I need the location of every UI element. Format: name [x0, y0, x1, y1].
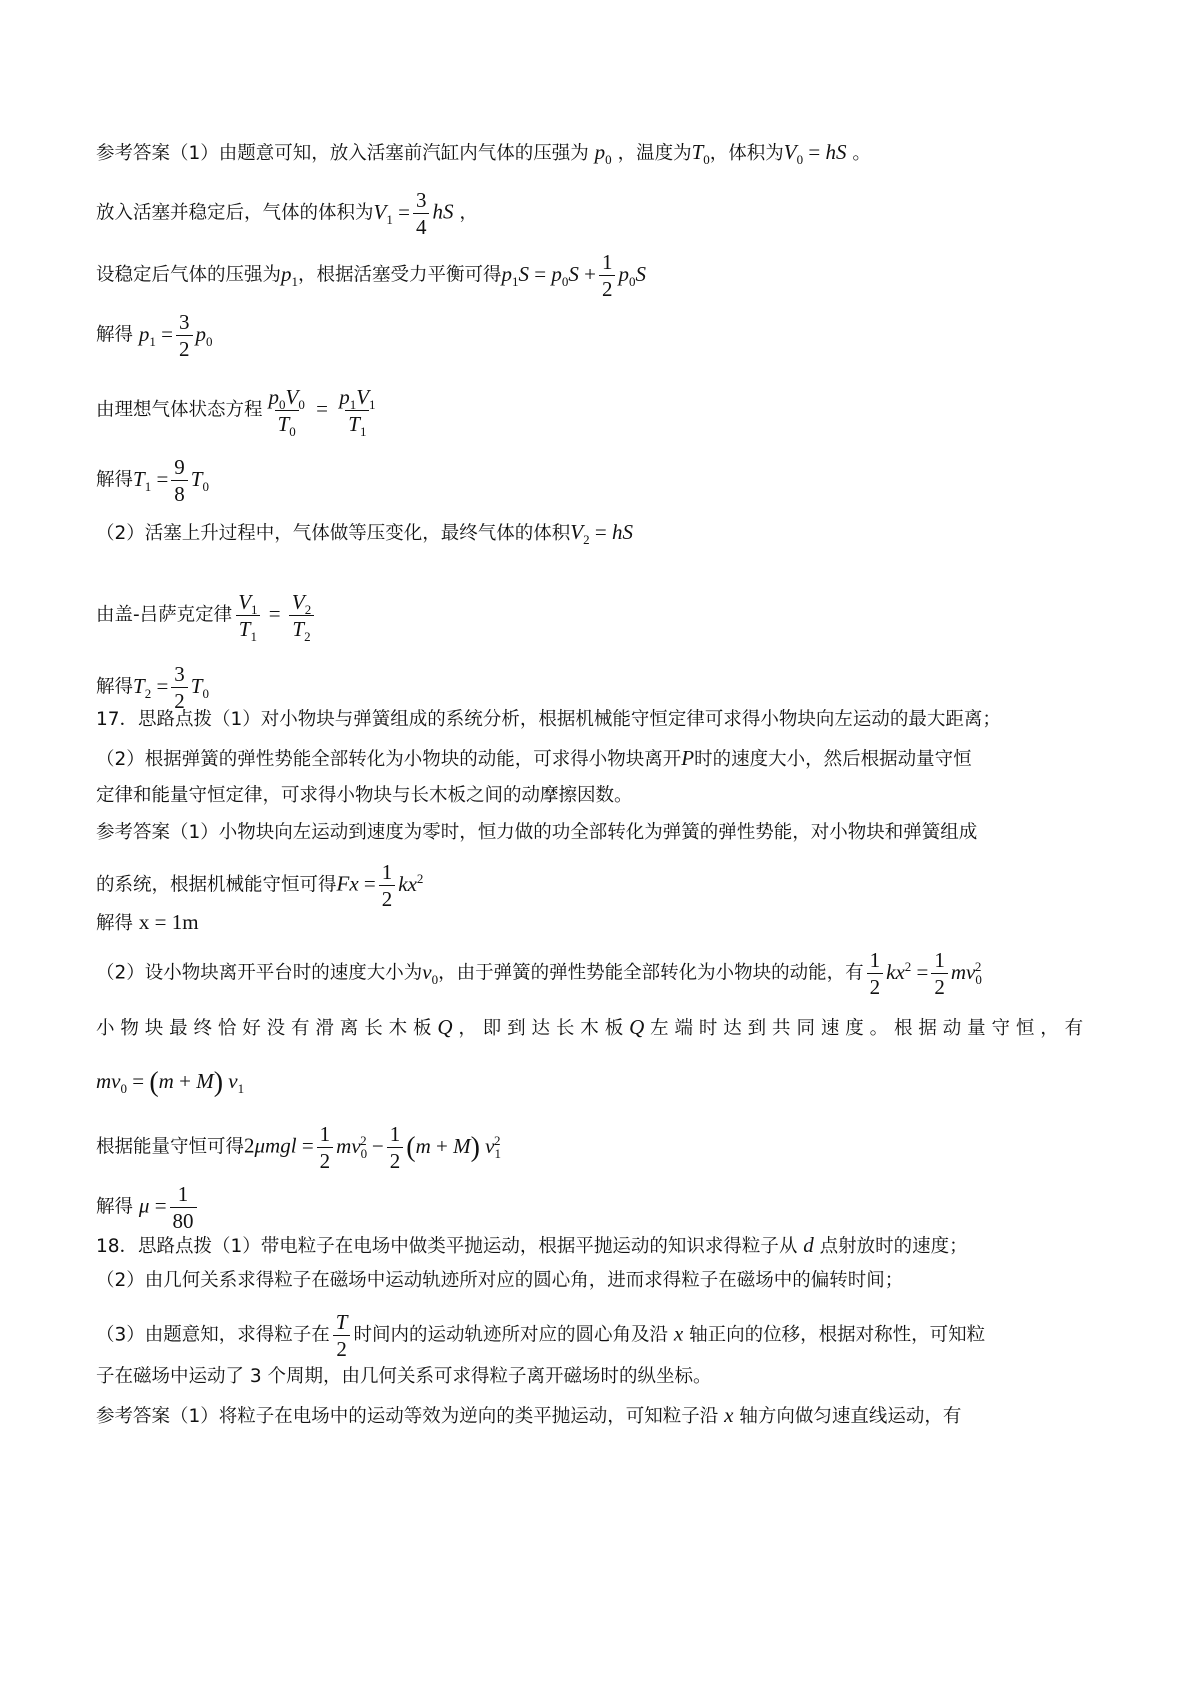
formula-x-result: x = 1m [138, 910, 199, 934]
formula-mu: μ = [138, 1193, 167, 1218]
q18-hint-line2 [96, 1266, 903, 1296]
q18-answer-line1 [96, 1400, 961, 1432]
formula-kx2-b: $kx^2$ = [886, 958, 929, 984]
symbol-Q-b: Q [629, 1015, 645, 1039]
q17-answer-line4 [96, 948, 981, 999]
fraction-3-4: $\frac{3}{4}$ [413, 188, 430, 239]
answer16-line1-text-b: ，体积为 [709, 143, 784, 164]
symbol-d: d [803, 1233, 814, 1257]
q18-hint-text4: 子在磁场中运动了 3 个周期，由几何关系可求得粒子离开磁场时的纵坐标。 [96, 1366, 712, 1387]
fraction-3-2: $\frac{3}{2}$ [176, 310, 193, 361]
formula-mv0sq-b: $mv_0^2$ − [336, 1132, 384, 1161]
answer16-line8-text: 由盖-吕萨克定律 [96, 604, 233, 626]
q18-hint-text3b: 时间内的运动轨迹所对应的圆心角及沿 [353, 1324, 668, 1346]
formula-T0-b: $T_0$ [190, 466, 209, 494]
q17-hint-text2b: 时的速度大小，然后根据动量守恒 [694, 749, 972, 770]
fraction-1-2-c: $\frac{1}{2}$ [867, 948, 884, 999]
fraction-1-2-e: $\frac{1}{2}$ [317, 1122, 334, 1173]
formula-momentum: $mv_0 = (m + M)$ $v_1$ [96, 1067, 245, 1098]
q17-answer-text5: 小 物 块 最 终 恰 好 没 有 滑 离 长 木 板 [96, 1018, 432, 1039]
q17-hint-line1 [96, 705, 1001, 735]
symbol-P: P [681, 746, 695, 770]
formula-V1: $V_1$ = [373, 199, 410, 227]
formula-p0-b: $p_0$ [195, 321, 213, 349]
symbol-x: x [673, 1321, 684, 1346]
formula-T0: $T_0$ [691, 140, 710, 168]
q18-hint-text3a: （3）由题意知，求得粒子在 [96, 1324, 330, 1346]
q18-answer-text1a: 参考答案（1）将粒子在电场中的运动等效为逆向的类平抛运动，可知粒子沿 [96, 1406, 719, 1427]
answer16-line7 [96, 517, 633, 549]
answer16-line3 [96, 250, 646, 301]
q17-answer-text3: 解得 [96, 913, 134, 934]
formula-V2: $V_2$ = hS [570, 520, 633, 548]
answer16-line6-text: 解得 [96, 469, 134, 491]
q17-answer-line1 [96, 818, 977, 848]
formula-energy-left: 2μmgl = [244, 1133, 314, 1158]
q17-answer-line3 [96, 907, 199, 939]
answer16-line1-end: 。 [852, 143, 871, 164]
answer16-line4-text: 解得 [96, 324, 134, 346]
formula-T1: $T_1$ = [133, 466, 169, 494]
formula-T2: $T_2$ = [133, 673, 169, 701]
q17-answer-text1: 参考答案（1）小物块向左运动到速度为零时，恒力做的功全部转化为弹簧的弹性势能，对小物块和弹簧组成 [96, 822, 978, 843]
q17-answer-line7 [96, 1122, 501, 1173]
answer16-line5: 由理想气体状态方程 $\frac{p_0V_0}{T_0}$ = $\frac{p_1V_1}{T_1}$ [96, 385, 382, 436]
formula-Fx: Fx = [336, 871, 376, 896]
formula-p1: $p_1$ [281, 261, 299, 289]
q17-answer-text5c: 左 端 时 达 到 共 同 速 度 。 根 据 动 量 守 恒 ， 有 [650, 1018, 1084, 1039]
formula-p0S: $p_0S$ [618, 261, 646, 289]
q18-hint-line4 [96, 1362, 712, 1392]
answer16-line9-text: 解得 [96, 676, 134, 698]
formula-force-balance: $p_1S = p_0S$ + [501, 261, 596, 289]
fraction-1-2: $\frac{1}{2}$ [599, 250, 616, 301]
q17-answer-text4b: ，由于弹簧的弹性势能全部转化为小物块的动能，有 [438, 962, 864, 984]
fraction-1-2-d: $\frac{1}{2}$ [931, 948, 948, 999]
q18-hint-text3c: 轴正向的位移，根据对称性，可知粒 [689, 1324, 986, 1346]
symbol-Q: Q [437, 1015, 453, 1039]
fraction-T-2: $\frac{T}{2}$ [333, 1310, 351, 1361]
q17-answer-line8 [96, 1182, 200, 1233]
formula-V0: $V_0$ = hS [783, 140, 847, 168]
q17-hint-text3: 定律和能量守恒定律，可求得小物块与长木板之间的动摩擦因数。 [96, 785, 633, 806]
answer16-line4 [96, 310, 213, 361]
q18-hint-text2: （2）由几何关系求得粒子在磁场中运动轨迹所对应的圆心角，进而求得粒子在磁场中的偏转时间； [96, 1270, 904, 1291]
answer16-line1 [96, 137, 871, 169]
q18-hint-line1 [96, 1230, 968, 1262]
formula-mv0sq: $mv_0^2$ [950, 958, 982, 987]
fraction-V1-T1: $\frac{V_1}{T_1}$ [235, 590, 260, 641]
formula-mM-v1sq: (m + M) $v_1^2$ [406, 1131, 501, 1163]
answer16-line2-text: 放入活塞并稳定后，气体的体积为 [96, 202, 374, 224]
fraction-9-8: $\frac{9}{8}$ [171, 455, 188, 506]
q18-hint-text1b: 点射放时的速度； [819, 1236, 968, 1257]
formula-hS: hS [432, 199, 454, 224]
q18-answer-text1b: 轴方向做匀速直线运动，有 [739, 1406, 962, 1427]
answer16-line8: 由盖-吕萨克定律 $\frac{V_1}{T_1}$ = $\frac{V_2}{T_2}$ [96, 590, 317, 641]
q17-answer-text2: 的系统，根据机械能守恒可得 [96, 874, 337, 896]
answer16-line2: 放入活塞并稳定后，气体的体积为$V_1$ = $\frac{3}{4}$ hS ， [96, 188, 478, 239]
q17-answer-text7: 根据能量守恒可得 [96, 1136, 245, 1158]
q17-answer-text5b: ， 即 到 达 长 木 板 [458, 1018, 624, 1039]
fraction-p1V1-T1: $\frac{p_1V_1}{T_1}$ [339, 385, 376, 440]
q17-answer-line2 [96, 860, 423, 911]
fraction-1-2-f: $\frac{1}{2}$ [387, 1122, 404, 1173]
q17-hint-line2 [96, 743, 972, 775]
q18-hint-line3 [96, 1310, 985, 1361]
fraction-3-2-b: $\frac{3}{2}$ [171, 662, 188, 713]
q17-answer-text8: 解得 [96, 1196, 134, 1218]
answer16-line3-text: 设稳定后气体的压强为 [96, 264, 282, 286]
q17-answer-line5 [96, 1012, 1083, 1044]
symbol-x-b: x [724, 1403, 734, 1427]
q17-hint-line3 [96, 781, 633, 811]
q17-hint-text2a: （2）根据弹簧的弹性势能全部转化为小物块的动能，可求得小物块离开 [96, 749, 682, 770]
formula-T0-c: $T_0$ [190, 673, 209, 701]
fraction-p0V0-T0: $\frac{p_0V_0}{T_0}$ [268, 385, 305, 440]
fraction-1-2-b: $\frac{1}{2}$ [379, 860, 396, 911]
answer16-line5-text: 由理想气体状态方程 [96, 399, 263, 421]
formula-p0: $p_0$ [594, 140, 612, 168]
answer16-line7-text: （2）活塞上升过程中，气体做等压变化，最终气体的体积 [96, 523, 571, 544]
fraction-1-80: $\frac{1}{80}$ [170, 1182, 197, 1233]
q18-hint-text1a: 18．思路点拨（1）带电粒子在电场中做类平抛运动，根据平抛运动的知识求得粒子从 [96, 1236, 798, 1257]
q17-hint-text1: 17．思路点拨（1）对小物块与弹簧组成的系统分析，根据机械能守恒定律可求得小物块向左运动的最大距离； [96, 709, 1001, 730]
formula-v0: $v_0$ [422, 959, 439, 987]
answer16-line1-text-a: ，温度为 [617, 143, 692, 164]
formula-kx2: $kx^2$ [398, 870, 424, 896]
q17-answer-text4a: （2）设小物块离开平台时的速度大小为 [96, 962, 423, 984]
q17-answer-line6 [96, 1066, 244, 1098]
formula-p1-result: $p_1$ = [138, 321, 173, 349]
answer16-line3-mid: ，根据活塞受力平衡可得 [298, 264, 502, 286]
answer16-line1-text: 参考答案（1）由题意可知，放入活塞前汽缸内气体的压强为 [96, 143, 589, 164]
answer16-line6 [96, 455, 209, 506]
fraction-V2-T2: $\frac{V_2}{T_2}$ [289, 590, 314, 641]
